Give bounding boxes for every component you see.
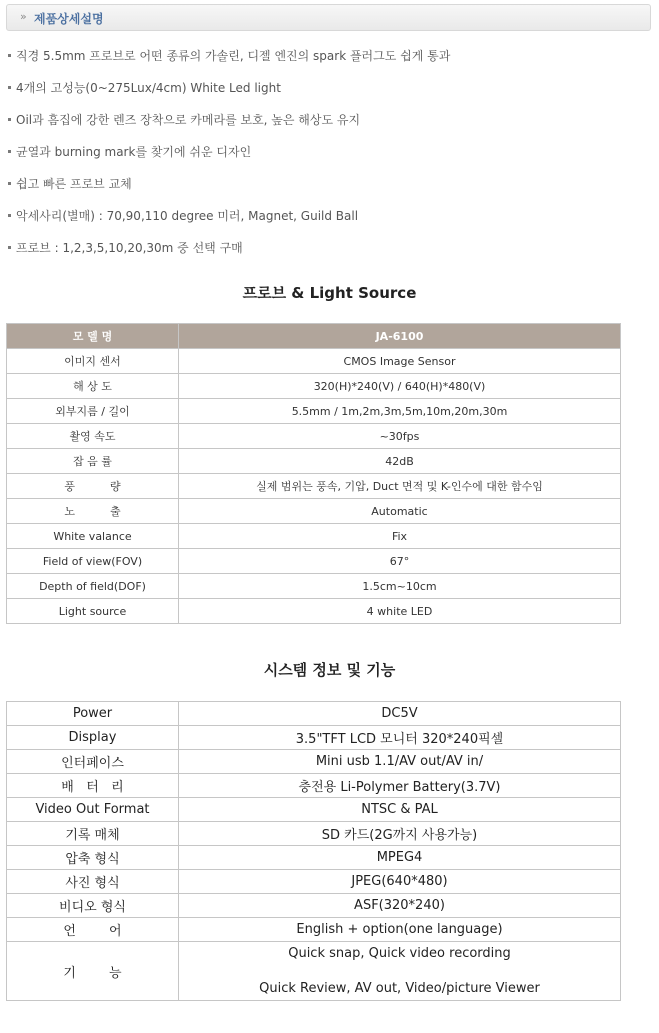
system-value xyxy=(179,942,621,1001)
spec-value: 42dB xyxy=(179,449,621,474)
system-label: 비디오 형식 xyxy=(7,894,179,918)
feature-item: Oil과 흠집에 강한 렌즈 장착으로 카메라를 보호, 높은 해상도 유지 xyxy=(8,110,450,142)
table-row xyxy=(7,574,621,599)
system-label: Display xyxy=(7,726,179,750)
table-row xyxy=(7,499,621,524)
table-row xyxy=(7,918,621,942)
spec-value: 5.5mm / 1m,2m,3m,5m,10m,20m,30m xyxy=(179,399,621,424)
spec-label: 이미지 센서 xyxy=(7,349,179,374)
spec-label: 노 출 xyxy=(7,499,179,524)
table-row xyxy=(7,399,621,424)
table-row xyxy=(7,846,621,870)
feature-item: 악세사리(별매) : 70,90,110 degree 미러, Magnet, Guild Ball xyxy=(8,206,450,238)
table-row xyxy=(7,798,621,822)
spec-value: ~30fps xyxy=(179,424,621,449)
system-value: 충전용 Li-Polymer Battery(3.7V) xyxy=(179,774,621,798)
system-value: NTSC & PAL xyxy=(179,798,621,822)
feature-item: 4개의 고성능(0~275Lux/4cm) White Led light xyxy=(8,78,450,110)
table-row xyxy=(7,449,621,474)
table-row xyxy=(7,599,621,624)
system-value: 3.5"TFT LCD 모니터 320*240픽셀 xyxy=(179,726,621,750)
spec-value: 1.5cm~10cm xyxy=(179,574,621,599)
spec-label: White valance xyxy=(7,524,179,549)
spec-label: 외부지름 / 길이 xyxy=(7,399,179,424)
system-value: MPEG4 xyxy=(179,846,621,870)
table-row xyxy=(7,424,621,449)
table-row xyxy=(7,726,621,750)
function-line-1: Quick snap, Quick video recording xyxy=(288,946,511,961)
table-row xyxy=(7,750,621,774)
table-row xyxy=(7,524,621,549)
system-label: 압축 형식 xyxy=(7,846,179,870)
spec-header-value: JA-6100 xyxy=(179,324,621,349)
spec-value: Fix xyxy=(179,524,621,549)
bullet-icon xyxy=(8,86,11,89)
feature-list xyxy=(8,46,450,270)
spec-label: 해 상 도 xyxy=(7,374,179,399)
spec-value: CMOS Image Sensor xyxy=(179,349,621,374)
spec-header-label: 모 델 명 xyxy=(7,324,179,349)
spec-table xyxy=(6,323,621,624)
function-line-2: Quick Review, AV out, Video/picture Viewer xyxy=(259,981,540,996)
table-row xyxy=(7,942,621,1001)
bullet-icon xyxy=(8,118,11,121)
system-value: Mini usb 1.1/AV out/AV in/ xyxy=(179,750,621,774)
table-row xyxy=(7,702,621,726)
system-value: English + option(one language) xyxy=(179,918,621,942)
system-value: ASF(320*240) xyxy=(179,894,621,918)
spec-label: Field of view(FOV) xyxy=(7,549,179,574)
spec-header-row xyxy=(7,324,621,349)
spec-label: Depth of field(DOF) xyxy=(7,574,179,599)
system-value: JPEG(640*480) xyxy=(179,870,621,894)
bullet-icon xyxy=(8,214,11,217)
feature-item: 직경 5.5mm 프로브로 어떤 종류의 가솔린, 디젤 엔진의 spark 플러그도 쉽게 통과 xyxy=(8,46,450,78)
section-header-bar xyxy=(6,4,651,31)
system-label: 언 어 xyxy=(7,918,179,942)
spec-value: 320(H)*240(V) / 640(H)*480(V) xyxy=(179,374,621,399)
feature-item: 프로브 : 1,2,3,5,10,20,30m 중 선택 구매 xyxy=(8,238,450,270)
spec-value: Automatic xyxy=(179,499,621,524)
spec-value: 실제 범위는 풍속, 기압, Duct 면적 및 K-인수에 대한 함수임 xyxy=(179,474,621,499)
table-row xyxy=(7,894,621,918)
bullet-icon xyxy=(8,150,11,153)
spec-value: 67° xyxy=(179,549,621,574)
section-header-title: 제품상세설명 xyxy=(34,12,104,26)
system-label: 사진 형식 xyxy=(7,870,179,894)
system-label: Video Out Format xyxy=(7,798,179,822)
table-row xyxy=(7,374,621,399)
feature-item: 균열과 burning mark를 찾기에 쉬운 디자인 xyxy=(8,142,450,174)
system-label: 배 터 리 xyxy=(7,774,179,798)
table-row xyxy=(7,549,621,574)
system-value: SD 카드(2G까지 사용가능) xyxy=(179,822,621,846)
feature-item: 쉽고 빠른 프로브 교체 xyxy=(8,174,450,206)
system-label: 인터페이스 xyxy=(7,750,179,774)
spec-value: 4 white LED xyxy=(179,599,621,624)
table-row xyxy=(7,349,621,374)
bullet-icon xyxy=(8,246,11,249)
spec-section-title: 프로브 & Light Source xyxy=(242,284,417,302)
system-value: DC5V xyxy=(179,702,621,726)
system-label: Power xyxy=(7,702,179,726)
bullet-icon xyxy=(8,54,11,57)
spec-label: 풍 량 xyxy=(7,474,179,499)
system-label: 기 능 xyxy=(7,942,179,1001)
table-row xyxy=(7,474,621,499)
system-label: 기록 매체 xyxy=(7,822,179,846)
spec-label: 잡 음 률 xyxy=(7,449,179,474)
spec-label: Light source xyxy=(7,599,179,624)
table-row xyxy=(7,822,621,846)
spec-label: 촬영 속도 xyxy=(7,424,179,449)
system-section-title: 시스템 정보 및 기능 xyxy=(263,661,396,679)
bullet-icon xyxy=(8,182,11,185)
double-chevron-right-icon: » xyxy=(20,10,27,23)
table-row xyxy=(7,774,621,798)
table-row xyxy=(7,870,621,894)
system-table xyxy=(6,701,621,1001)
